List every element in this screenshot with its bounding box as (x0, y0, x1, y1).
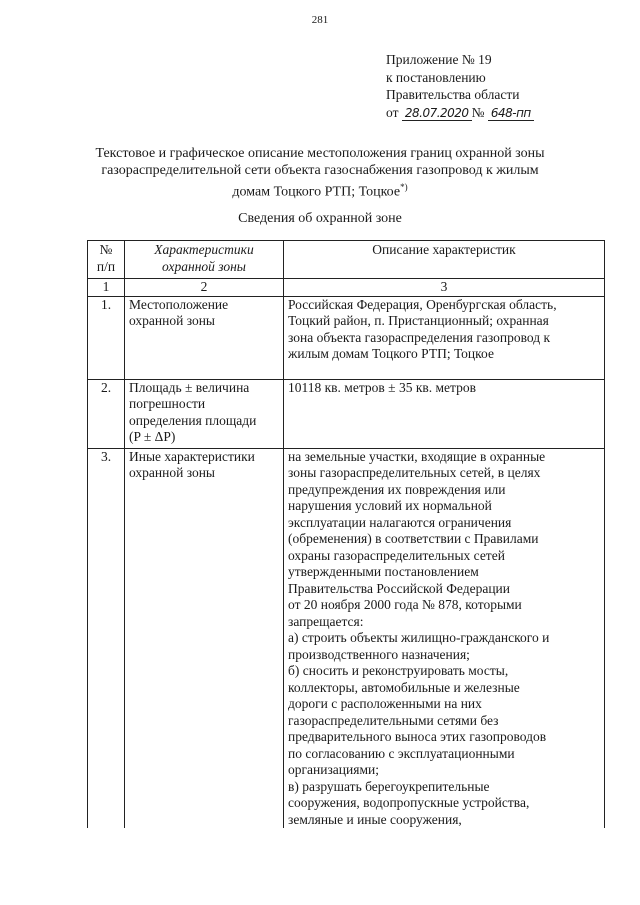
row-description: Российская Федерация, Оренбургская область, Тоцкий район, п. Пристанционный; охранная зона объекта газораспределения газопровод к жилым домам Тоцкого РТП; Тоцкое (284, 296, 605, 379)
title-line-1: Текстовое и графическое описание местоположения границ охранной зоны (95, 146, 545, 161)
appendix-block (386, 51, 534, 122)
handwritten-number: 648-пп (488, 106, 534, 121)
header-num: № п/п (88, 241, 125, 279)
appendix-date-line (386, 104, 534, 123)
row-description: 10118 кв. метров ± 35 кв. метров (284, 379, 605, 448)
row-num: 3. (88, 448, 125, 828)
appendix-line-2: к постановлению (386, 69, 486, 85)
column-number-1: 1 (88, 279, 125, 297)
table-row (88, 448, 605, 828)
header-characteristic: Характеристики охранной зоны (125, 241, 284, 279)
row-description: на земельные участки, входящие в охранные зоны газораспределительных сетей, в целях предупреждения их повреждения или нарушения условий их нормальной эксплуатации налагаются ограничения (обременения) в соответствии с Правилами охраны газораспределительных сетей утвержденными постановлением Правительства Российской Федерации от 20 ноября 2000 года № 878, которыми запрещается: а) строить объекты жилищно-гражданского и производственного назначения; б) сносить и реконструировать мосты, коллекторы, автомобильные и железные дороги с расположенными на них газораспределительными сетями без предварительного выноса этих газопроводов по согласованию с эксплуатационными организациями; в) разрушать берегоукрепительные сооружения, водопропускные устройства, земляные и иные сооружения, (284, 448, 605, 828)
zone-info-table (87, 240, 605, 828)
title-line-2: газораспределительной сети объекта газоснабжения газопровод к жилым (101, 163, 539, 178)
handwritten-date: 28.07.2020 (402, 106, 472, 121)
row-characteristic: Площадь ± величина погрешности определения площади (P ± ΔP) (125, 379, 284, 448)
from-label: от (386, 104, 399, 120)
row-characteristic: Иные характеристики охранной зоны (125, 448, 284, 828)
section-subtitle: Сведения об охранной зоне (238, 211, 402, 226)
table-row (88, 379, 605, 448)
column-number-3: 3 (284, 279, 605, 297)
document-title (70, 145, 570, 201)
appendix-line-3: Правительства области (386, 87, 520, 102)
title-line-3: домам Тоцкого РТП; Тоцкое*) (232, 182, 408, 200)
column-number-2: 2 (125, 279, 284, 297)
row-num: 1. (88, 296, 125, 379)
header-description: Описание характеристик (284, 241, 605, 279)
table-row (88, 296, 605, 379)
row-num: 2. (88, 379, 125, 448)
appendix-line-1: Приложение № 19 (386, 52, 492, 67)
row-characteristic: Местоположение охранной зоны (125, 296, 284, 379)
column-numbers-row (88, 279, 605, 297)
table-header-row (88, 241, 605, 279)
footnote-mark: *) (400, 182, 408, 192)
page-number: 281 (311, 14, 329, 26)
number-label: № (471, 104, 485, 120)
